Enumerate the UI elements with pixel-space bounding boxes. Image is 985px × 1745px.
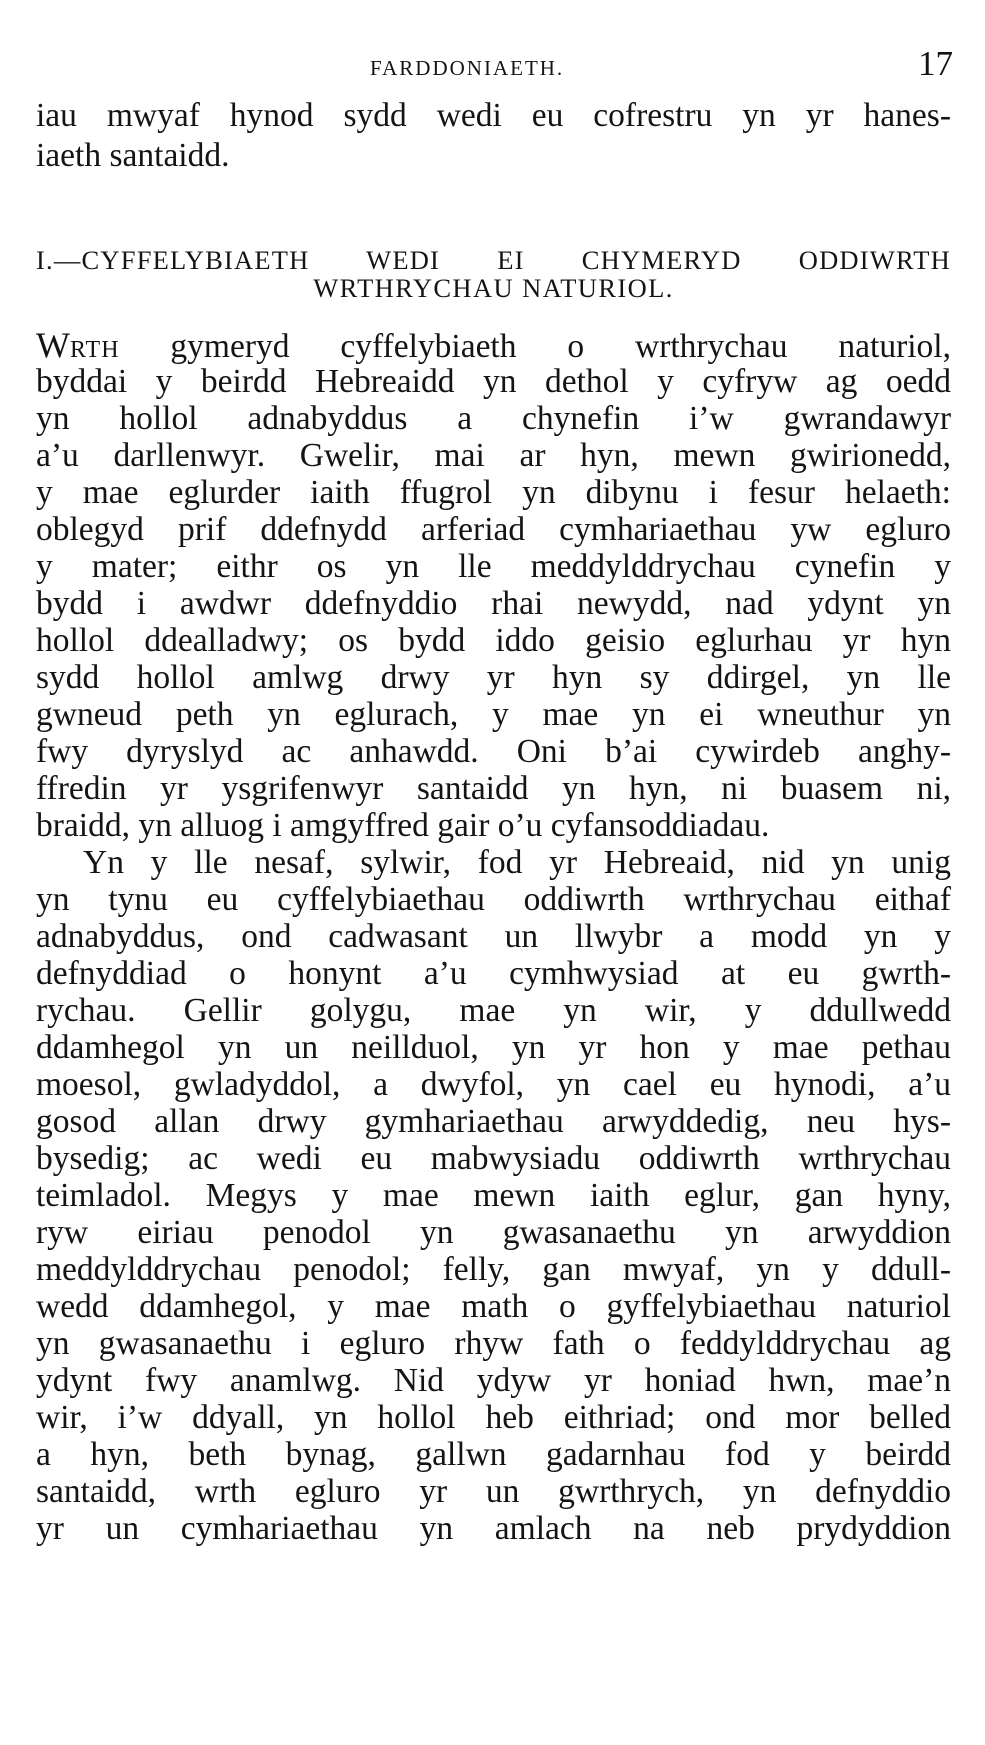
intro-line-1: iau mwyaf hynod sydd wedi eu cofrestru yn yr hanes- (36, 97, 951, 134)
paragraph1-line-1 (36, 325, 951, 365)
paragraph1-line-8: bydd i awdwr ddefnyddio rhai newydd, nad ydynt yn (36, 585, 951, 622)
paragraph2-line-5: rychau. Gellir golygu, mae yn wir, y ddullwedd (36, 992, 951, 1029)
paragraph2-line-15: ydynt fwy anamlwg. Nid ydyw yr honiad hwn, mae’n (36, 1362, 951, 1399)
paragraph1-line-14: braidd, yn alluog i amgyffred gair o’u cyfansoddiadau. (36, 807, 770, 844)
paragraph2-line-14: yn gwasanaethu i egluro rhyw fath o feddylddrychau ag (36, 1325, 951, 1362)
paragraph2-line-12: meddylddrychau penodol; felly, gan mwyaf, yn y ddull- (36, 1251, 951, 1288)
section-heading-line-1: I.—CYFFELYBIAETH WEDI EI CHYMERYD ODDIWRTH (36, 245, 951, 275)
paragraph1-line-2: byddai y beirdd Hebreaidd yn dethol y cyfryw ag oedd (36, 363, 951, 400)
paragraph1-line-10: sydd hollol amlwg drwy yr hyn sy ddirgel, yn lle (36, 659, 951, 696)
paragraph2-line-8: gosod allan drwy gymhariaethau arwyddedig, neu hys- (36, 1103, 951, 1140)
paragraph2-line-17: a hyn, beth bynag, gallwn gadarnhau fod y beirdd (36, 1436, 951, 1473)
paragraph1-line-11: gwneud peth yn eglurach, y mae yn ei wneuthur yn (36, 696, 951, 733)
paragraph2-line-1: Yn y lle nesaf, sylwir, fod yr Hebreaid, nid yn unig (83, 844, 951, 881)
paragraph2-line-16: wir, i’w ddyall, yn hollol heb eithriad; ond mor belled (36, 1399, 951, 1436)
paragraph2-line-19: yr un cymhariaethau yn amlach na neb prydyddion (36, 1510, 951, 1547)
drop-word-initial: W (36, 325, 70, 365)
paragraph2-line-4: defnyddiad o honynt a’u cymhwysiad at eu gwrth- (36, 955, 951, 992)
paragraph2-line-3: adnabyddus, ond cadwasant un llwybr a modd yn y (36, 918, 951, 955)
paragraph2-line-9: bysedig; ac wedi eu mabwysiadu oddiwrth wrthrychau (36, 1140, 951, 1177)
paragraph2-line-11: ryw eiriau penodol yn gwasanaethu yn arwyddion (36, 1214, 951, 1251)
paragraph1-line-13: ffredin yr ysgrifenwyr santaidd yn hyn, ni buasem ni, (36, 770, 951, 807)
paragraph2-line-13: wedd ddamhegol, y mae math o gyffelybiaethau naturiol (36, 1288, 951, 1325)
running-title: FARDDONIAETH. (370, 56, 565, 80)
paragraph1-line-3: yn hollol adnabyddus a chynefin i’w gwrandawyr (36, 400, 951, 437)
paragraph1-line-9: hollol ddealladwy; os bydd iddo geisio eglurhau yr hyn (36, 622, 951, 659)
drop-word-rest: RTH (69, 337, 120, 363)
intro-line-2: iaeth santaidd. (36, 137, 230, 174)
paragraph2-line-18: santaidd, wrth egluro yr un gwrthrych, yn defnyddio (36, 1473, 951, 1510)
paragraph1-line-6: oblegyd prif ddefnydd arferiad cymhariaethau yw egluro (36, 511, 951, 548)
paragraph1-line-5: y mae eglurder iaith ffugrol yn dibynu i fesur helaeth: (36, 474, 951, 511)
paragraph2-line-10: teimladol. Megys y mae mewn iaith eglur, gan hyny, (36, 1177, 951, 1214)
paragraph1-line-4: a’u darllenwyr. Gwelir, mai ar hyn, mewn gwirionedd, (36, 437, 951, 474)
paragraph1-line-12: fwy dyryslyd ac anhawdd. Oni b’ai cywirdeb anghy- (36, 733, 951, 770)
running-head (0, 44, 985, 84)
paragraph2-line-7: moesol, gwladyddol, a dwyfol, yn cael eu hynodi, a’u (36, 1066, 951, 1103)
paragraph1-line-1-text: gymeryd cyffelybiaeth o wrthrychau naturiol, (119, 328, 951, 365)
section-heading-line-2: WRTHRYCHAU NATURIOL. (313, 273, 674, 303)
paragraph2-line-2: yn tynu eu cyffelybiaethau oddiwrth wrthrychau eithaf (36, 881, 951, 918)
paragraph2-line-6: ddamhegol yn un neillduol, yn yr hon y mae pethau (36, 1029, 951, 1066)
paragraph1-line-7: y mater; eithr os yn lle meddylddrychau cynefin y (36, 548, 951, 585)
page-number: 17 (918, 44, 953, 83)
